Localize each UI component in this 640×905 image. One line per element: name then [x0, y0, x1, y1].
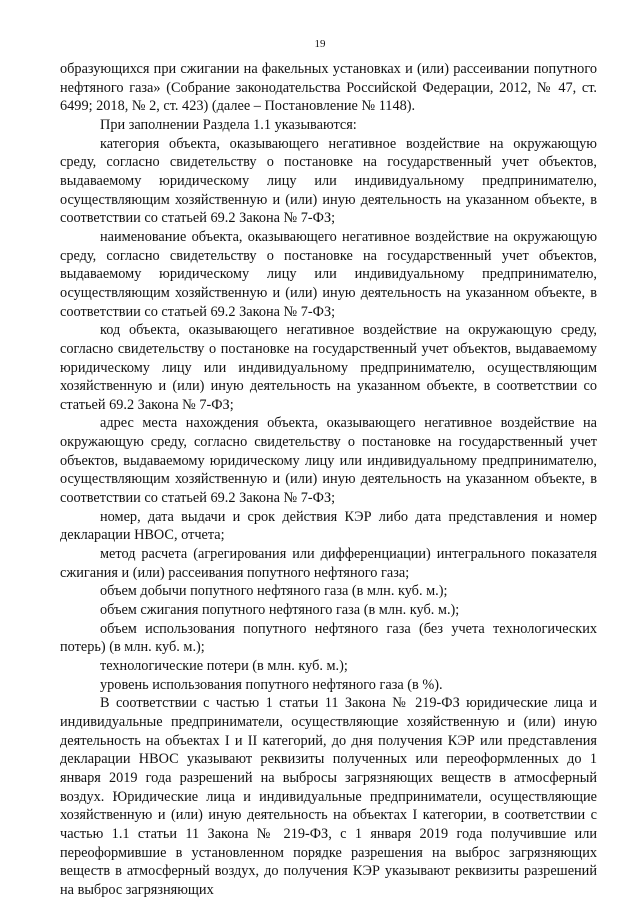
paragraph: уровень использования попутного нефтяного газа (в %).: [100, 676, 443, 693]
paragraph: объем добычи попутного нефтяного газа (в млн. куб. м.);: [100, 583, 448, 600]
paragraph: объем сжигания попутного нефтяного газа (в млн. куб. м.);: [100, 602, 460, 619]
paragraph: адрес места нахождения объекта, оказывающего негативное воздействие на окружающую среду, согласно свидетельству о постановке на государственный учет объектов, выдаваемому юридическому лицу или индивидуальному предпринимателю, осуществляющим хозяйственную и (или) иную деятельность на указанном объекте, в соответствии со статьей 69.2 Закона № 7-ФЗ;: [60, 415, 597, 507]
paragraph: объем использования попутного нефтяного газа (без учета технологических потерь) (в млн. куб. м.);: [60, 620, 597, 656]
paragraph: код объекта, оказывающего негативное воздействие на окружающую среду, согласно свидетельству о постановке на государственный учет объектов, выдаваемому юридическому лицу или индивидуальному предпринимателю, осуществляющим хозяйственную и (или) иную деятельность на указанном объекте, в соответствии со статьей 69.2 Закона № 7-ФЗ;: [60, 322, 597, 413]
paragraph: технологические потери (в млн. куб. м.);: [100, 658, 348, 674]
paragraph: номер, дата выдачи и срок действия КЭР либо дата представления и номер декларации НВОС, отчета;: [60, 508, 597, 544]
paragraph: категория объекта, оказывающего негативное воздействие на окружающую среду, согласно свидетельству о постановке на государственный учет объектов, выдаваемому юридическому лицу или индивидуальному предпринимателю, осуществляющим хозяйственную и (или) иную деятельность на указанном объекте, в соответствии со статьей 69.2 Закона № 7-ФЗ;: [60, 135, 597, 227]
paragraph: образующихся при сжигании на факельных установках и (или) рассеивании попутного нефтяного газа» (Собрание законодательства Российской Федерации, 2012, № 47, ст. 6499; 2018, № 2, ст. 423) (далее – Постановление № 1148).: [60, 61, 597, 115]
paragraph: При заполнении Раздела 1.1 указываются:: [100, 116, 357, 133]
page-number: 19: [314, 38, 326, 50]
document-body: [60, 60, 597, 900]
paragraph: наименование объекта, оказывающего негативное воздействие на окружающую среду, согласно свидетельству о постановке на государственный учет объектов, выдаваемому юридическому лицу или индивидуальному предпринимателю, осуществляющим хозяйственную и (или) иную деятельность на указанном объекте, в соответствии со статьей 69.2 Закона № 7-ФЗ;: [60, 228, 597, 320]
paragraph: метод расчета (агрегирования или дифференциации) интегрального показателя сжигания и (или) рассеивания попутного нефтяного газа;: [60, 546, 597, 581]
paragraph: В соответствии с частью 1 статьи 11 Закона № 219-ФЗ юридические лица и индивидуальные предприниматели, осуществляющие хозяйственную и (или) иную деятельность на объектах I и II категорий, до дня получения КЭР или представления декларации НВОС указывают реквизиты полученных или переоформленных до 1 января 2019 года разрешений на выбросы загрязняющих веществ в атмосферный воздух. Юридические лица и индивидуальные предприниматели, осуществляющие хозяйственную и (или) иную деятельность на объектах I категории, в соответствии с частью 1.1 статьи 11 Закона № 219-ФЗ, с 1 января 2019 года получившие или переоформившие в установленном порядке разрешения на выброс загрязняющих веществ в атмосферный воздух, до получения КЭР указывают реквизиты разрешений на выброс загрязняющих: [60, 695, 597, 898]
